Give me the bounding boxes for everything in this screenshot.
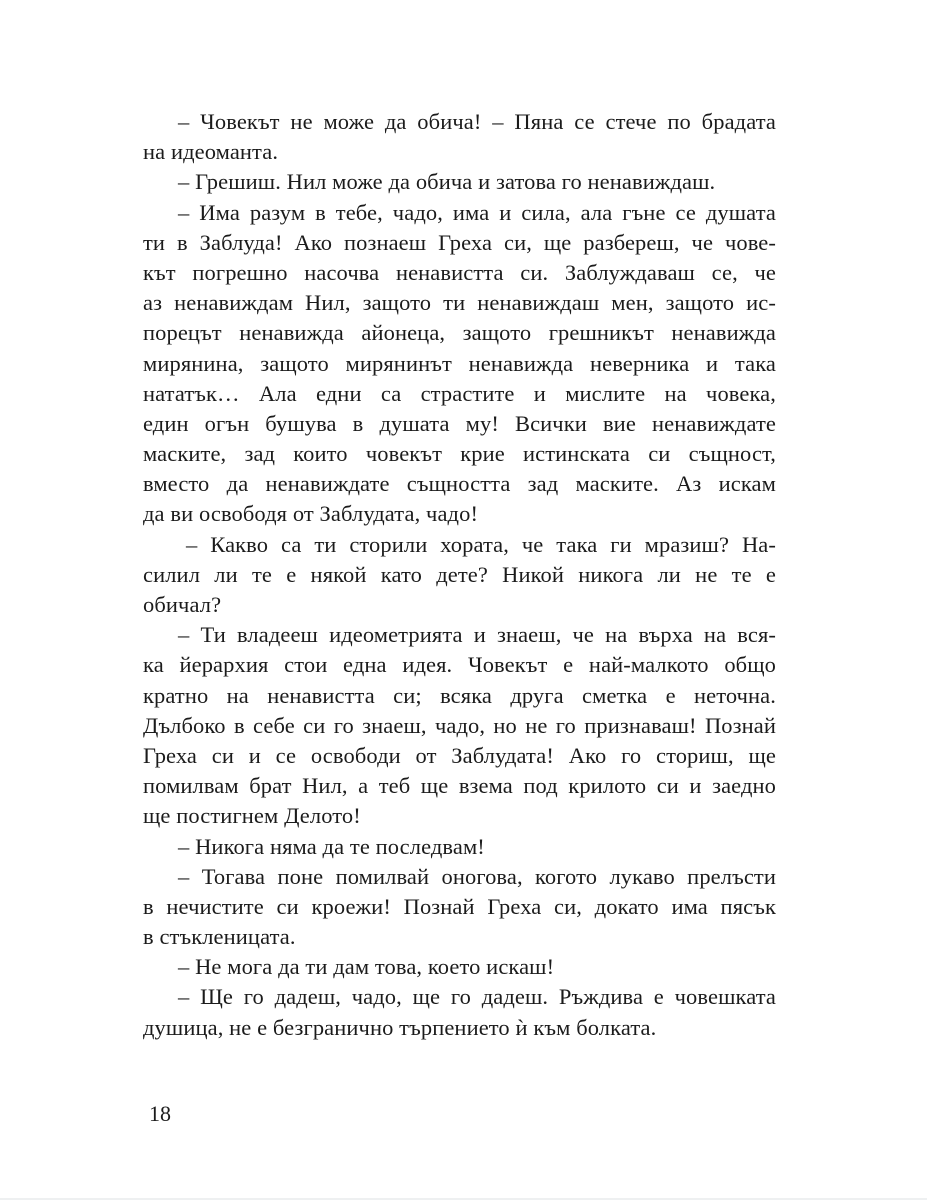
text-line: – Грешиш. Нил може да обича и затова го ненавиждаш. (178, 169, 716, 195)
text-line: ка йерархия стои една идея. Човекът е най-малкото общо (143, 652, 776, 678)
text-line: кът погрешно насочва ненавистта си. Заблуждаваш се, че (143, 259, 776, 285)
text-line: Дълбоко в себе си го знаеш, чадо, но не го признаваш! Познай (143, 712, 776, 738)
text-line: ще постигнем Делото! (143, 803, 361, 829)
text-line: нататък… Ала едни са страстите и мислите на човека, (143, 380, 776, 406)
text-line: в стъкленицата. (143, 924, 296, 950)
page-number: 18 (149, 1101, 171, 1126)
text-line: ти в Заблуда! Ако познаеш Греха си, ще разбереш, че чове- (143, 229, 776, 255)
text-line: аз ненавиждам Нил, защото ти ненавиждаш мен, защото ис- (143, 290, 776, 316)
text-line: – Човекът не може да обича! – Пяна се стече по брадата (178, 109, 776, 134)
text-line: да ви освободя от Заблудата, чадо! (143, 501, 479, 527)
text-block (143, 107, 776, 1043)
text-line: – Ще го дадеш, чадо, ще го дадеш. Ръждива е човешката (178, 984, 776, 1010)
text-line: кратно на ненавистта си; всяка друга сметка е неточна. (143, 682, 776, 708)
text-line: – Има разум в тебе, чадо, има и сила, ала гъне се душата (178, 199, 776, 225)
text-line: в нечистите си кроежи! Познай Греха си, докато има пясък (143, 893, 776, 919)
text-line: на идеоманта. (143, 139, 279, 165)
text-line: помилвам брат Нил, а теб ще взема под крилото си и заедно (143, 773, 776, 799)
text-line: вместо да ненавиждате същността зад маските. Аз искам (143, 471, 776, 497)
text-line: душица, не е безгранично търпението ѝ към болката. (143, 1014, 657, 1040)
text-line: маските, зад които човекът крие истинската си същност, (143, 441, 776, 467)
text-line: – Не мога да ти дам това, което искаш! (178, 954, 555, 980)
text-line: обичал? (143, 592, 222, 617)
text-line: силил ли те е някой като дете? Никой никога ли не те е (143, 561, 776, 587)
text-line: – Никога няма да те последвам! (178, 833, 485, 859)
text-line: порецът ненавижда айонеца, защото грешникът ненавижда (143, 320, 776, 346)
text-line: – Ти владееш идеометрията и знаеш, че на върха на вся- (178, 622, 776, 648)
text-line: – Какво са ти сторили хората, че така ги мразиш? На- (186, 531, 776, 557)
text-line: мирянина, защото мирянинът ненавижда неверника и така (143, 350, 776, 376)
text-line: един огън бушува в душата му! Всички вие ненавиждате (143, 410, 776, 436)
text-line: Греха си и се освободи от Заблудата! Ако го сториш, ще (143, 742, 776, 768)
text-line: – Тогава поне помилвай оногова, когото лукаво прелъсти (178, 863, 776, 889)
